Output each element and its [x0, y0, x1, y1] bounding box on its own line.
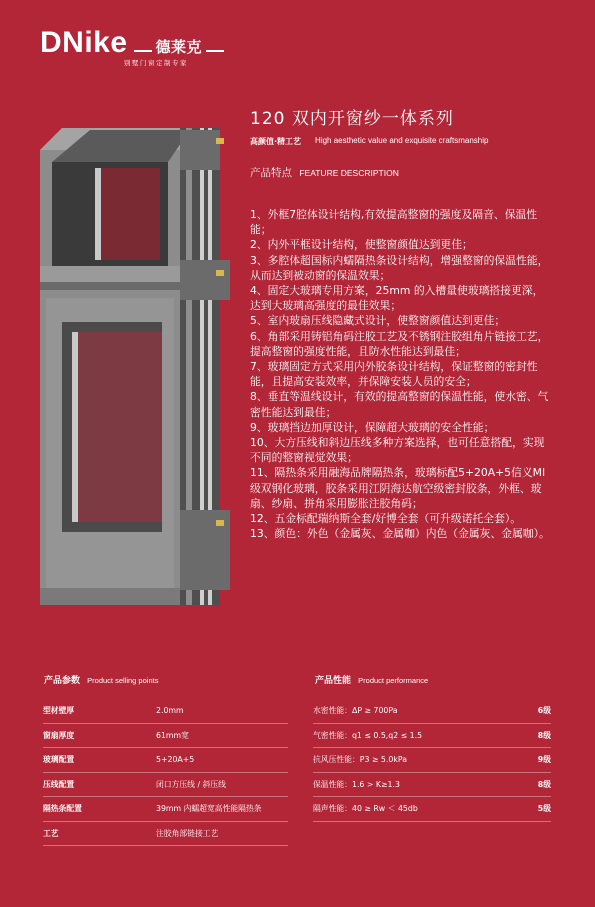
- feature-item: 9、玻璃挡边加厚设计，保障超大玻璃的安全性能；: [250, 420, 495, 434]
- params-heading-en: Product selling points: [87, 676, 159, 685]
- feature-item: 8、垂直等温线设计，有效的提高整窗的保温性能，使水密、气密性能达到最佳；: [250, 390, 549, 419]
- param-value: 2.0mm: [156, 706, 184, 716]
- table-row: [43, 748, 288, 773]
- param-label: 玻璃配置: [43, 755, 75, 765]
- perf-level: 6级: [537, 706, 551, 716]
- feature-item: 13、颜色：外色（金属灰、金属咖）内色（金属灰、金属咖）。: [250, 527, 550, 541]
- feature-list: [250, 207, 552, 541]
- param-label: 压线配置: [43, 779, 75, 789]
- param-value: 闭口方压线 / 斜压线: [156, 779, 226, 789]
- param-label: 型材壁厚: [43, 706, 75, 716]
- feature-item: 7、玻璃固定方式采用内外胶条设计结构，保证整窗的密封性能，且提高安装效率，并保障安装人员的安全；: [250, 360, 538, 389]
- brand-tagline: 别墅门窗定制专家: [124, 59, 188, 67]
- perf-level: 8级: [537, 730, 551, 740]
- perf-label: 隔声性能：40 ≥ Rw ＜ 45db: [313, 804, 418, 814]
- feature-item: 5、室内玻扇压线隐藏式设计，使整窗颜值达到更佳；: [250, 314, 506, 328]
- feature-item: 1、外框7腔体设计结构,有效提高整窗的强度及隔音、保温性能；: [250, 208, 538, 237]
- perf-level: 5级: [537, 804, 551, 814]
- params-table: [43, 699, 288, 846]
- param-label: 工艺: [43, 828, 59, 838]
- perf-label: 气密性能：q1 ≤ 0.5,q2 ≤ 1.5: [313, 730, 423, 740]
- param-label: 隔热条配置: [43, 804, 82, 814]
- features-heading: [250, 165, 399, 180]
- table-row: [43, 797, 288, 822]
- page-subtitle: [250, 136, 488, 147]
- table-row: [313, 773, 551, 798]
- params-heading: [44, 673, 158, 686]
- perf-label: 保温性能：1.6 > K≥1.3: [313, 779, 400, 789]
- feature-item: 12、五金标配瑞纳斯全套/好博全套（可升级诺托全套）。: [250, 512, 522, 526]
- params-heading-cn: 产品参数: [44, 676, 81, 686]
- perf-level: 8级: [537, 779, 551, 789]
- param-label: 窗扇厚度: [43, 730, 75, 740]
- perf-label: 水密性能：ΔP ≥ 700Pa: [313, 706, 398, 716]
- logo-dash: [206, 50, 224, 52]
- performance-heading-en: Product performance: [358, 676, 429, 685]
- subtitle-en: High aesthetic value and exquisite craftsmanship: [315, 136, 489, 145]
- param-value: 注胶角部链接工艺: [156, 828, 219, 838]
- param-value: 5+20A+5: [156, 755, 195, 765]
- table-row: [43, 773, 288, 798]
- logo-dash: [134, 50, 152, 52]
- features-heading-cn: 产品特点: [250, 167, 292, 179]
- feature-item: 11、隔热条采用融海品牌隔热条，玻璃标配5+20A+5信义MI级双钢化玻璃，胶条采用江阴海达航空级密封胶条，外框、玻扇、纱扇、拼角采用膨胀注胶角码；: [250, 466, 546, 510]
- perf-level: 9级: [537, 755, 551, 765]
- page-title: 120 双内开窗纱一体系列: [250, 109, 454, 129]
- perf-label: 抗风压性能：P3 ≥ 5.0kPa: [313, 755, 407, 765]
- feature-item: 3、多腔体超国标内蠕隔热条设计结构，增强整窗的保温性能，从而达到被动窗的保温效果；: [250, 253, 549, 282]
- feature-item: 2、内外平框设计结构，使整窗颜值达到更佳；: [250, 238, 473, 252]
- brand-cn-name: 德莱克: [155, 38, 203, 56]
- param-value: 61mm宽: [156, 730, 189, 740]
- performance-heading-cn: 产品性能: [315, 676, 352, 686]
- feature-item: 4、固定大玻璃专用方案，25mm 的入槽量使玻璃搭接更深，达到大玻璃高强度的最佳效果；: [250, 284, 544, 313]
- table-row: [43, 699, 288, 724]
- table-row: [313, 724, 551, 749]
- table-row: [313, 748, 551, 773]
- table-row: [43, 724, 288, 749]
- features-heading-en: FEATURE DESCRIPTION: [299, 168, 399, 178]
- feature-item: 10、大方压线和斜边压线多种方案选择，也可任意搭配，实现不同的整窗视觉效果；: [250, 436, 545, 465]
- window-cross-section-illustration: [40, 110, 230, 605]
- table-row: [313, 699, 551, 724]
- feature-item: 6、角部采用铸铝角码注胶工艺及不锈钢注胶组角片链接工艺，提高整窗的强度性能，且防水性能达到最佳；: [250, 329, 549, 358]
- param-value: 39mm 内蠕超宽高性能隔热条: [156, 804, 262, 814]
- table-row: [43, 822, 288, 847]
- brand-logo: [40, 26, 224, 67]
- table-row: [313, 797, 551, 822]
- performance-table: [313, 699, 551, 822]
- brand-name: DNike: [40, 26, 128, 59]
- subtitle-cn: 高颜值·精工艺: [250, 137, 302, 146]
- performance-heading: [315, 673, 428, 686]
